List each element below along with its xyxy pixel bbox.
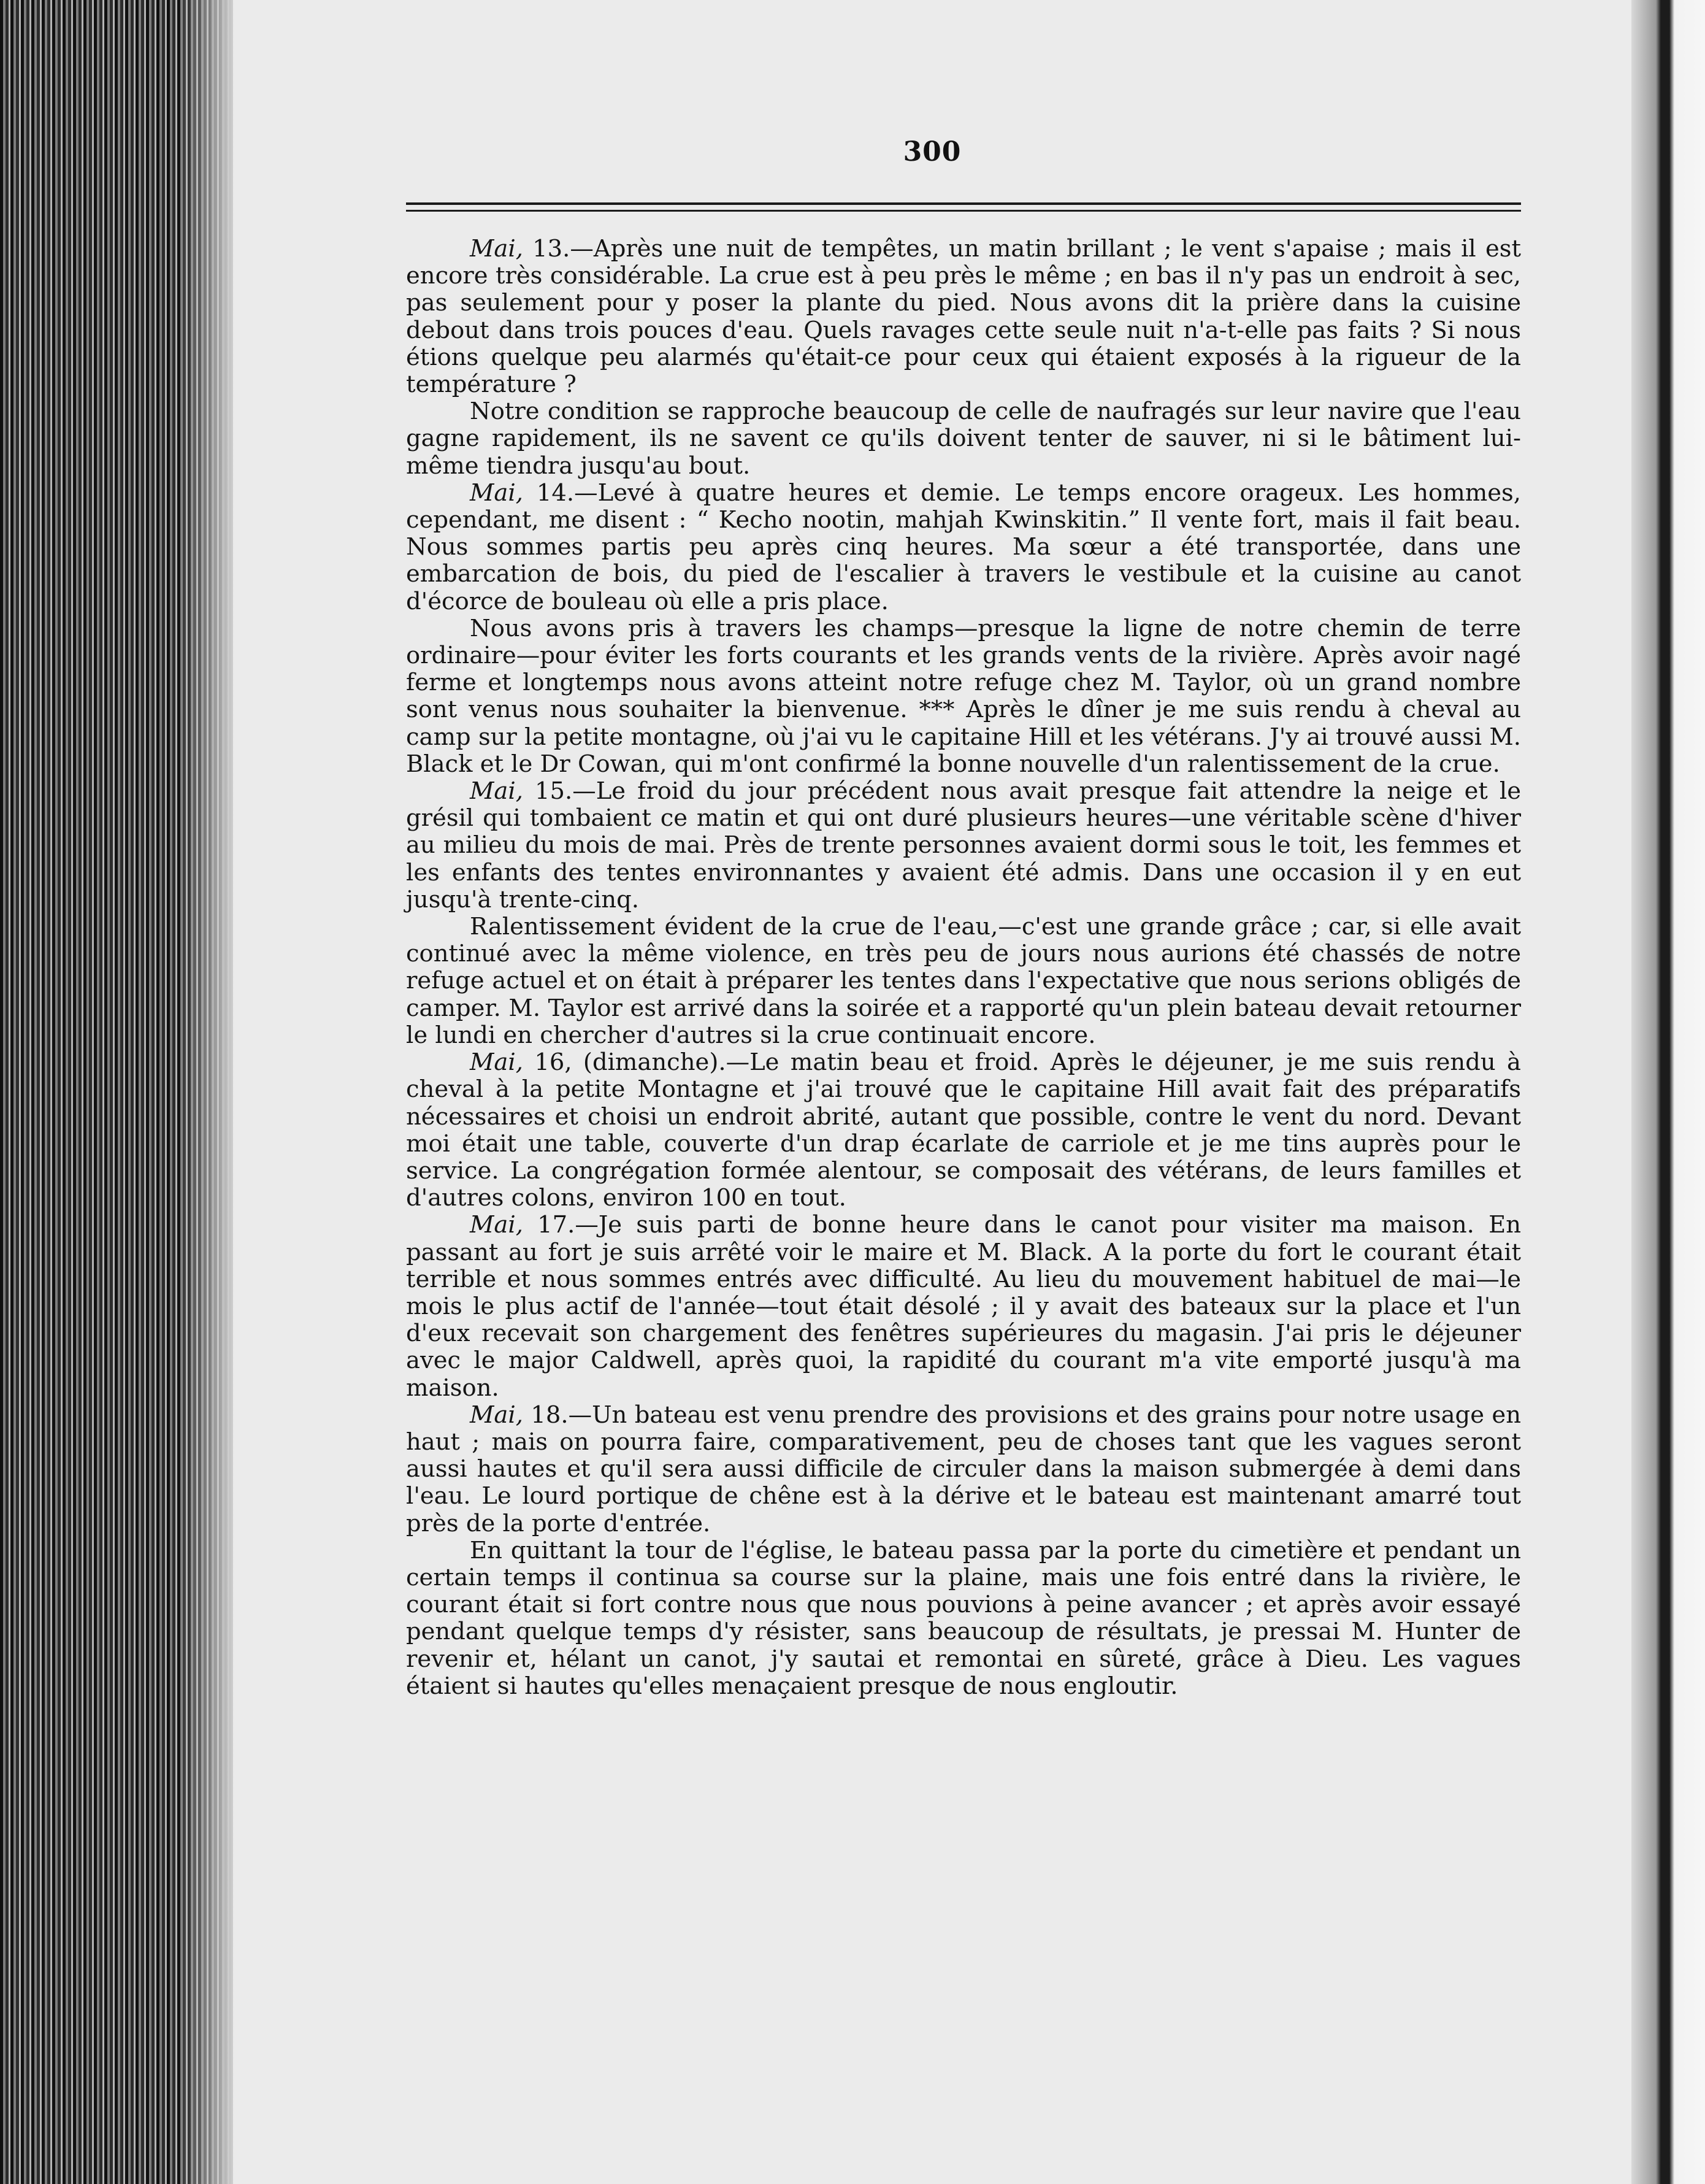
paragraph-text: Nous avons pris à travers les champs—presque la ligne de notre chemin de terre ordinaire—pour éviter les forts courants et les grands vents de la rivière. Après avoir nagé ferme et longtemps nous avons atteint notre refuge chez M. Taylor, où un grand nombre sont venus nous souhaiter la bienvenue. *** Après le dîner je me suis rendu à cheval au camp sur la petite montagne, où j'ai vu le capitaine Hill et les vétérans. J'y ai trouvé aussi M. Black et le Dr Cowan, qui m'ont confirmé la bonne nouvelle d'un ralentissement de la crue. bbox=[406, 614, 1521, 778]
paragraph-text: 15.—Le froid du jour précédent nous avait presque fait attendre la neige et le grésil qui tombaient ce matin et qui ont duré plusieurs heures—une véritable scène d'hiver au milieu du mois de mai. Près de trente personnes avaient dormi sous le toit, les femmes et les enfants des tentes environnantes y avaient été admis. Dans une occasion il y en eut jusqu'à trente-cinq. bbox=[406, 777, 1521, 913]
date-label: Mai, bbox=[470, 1401, 523, 1429]
paragraph bbox=[406, 1537, 1521, 1700]
date-label: Mai, bbox=[470, 1211, 523, 1239]
paragraph bbox=[406, 236, 1521, 398]
date-label: Mai, bbox=[470, 1048, 523, 1077]
paragraph bbox=[406, 778, 1521, 913]
header-rule bbox=[406, 210, 1521, 212]
paragraph bbox=[406, 398, 1521, 480]
paragraph bbox=[406, 913, 1521, 1049]
paragraph bbox=[406, 1402, 1521, 1537]
paragraph-text: 13.—Après une nuit de tempêtes, un matin brillant ; le vent s'apaise ; mais il est encore très considérable. La crue est à peu près le même ; en bas il n'y pas un endroit à sec, pas seulement pour y poser la plante du pied. Nous avons dit la prière dans la cuisine debout dans trois pouces d'eau. Quels ravages cette seule nuit n'a-t-elle pas faits ? Si nous étions quelque peu alarmés qu'était-ce pour ceux qui étaient exposés à la rigueur de la température ? bbox=[406, 235, 1521, 399]
paragraph-text: Ralentissement évident de la crue de l'eau,—c'est une grande grâce ; car, si elle avait continué avec la même violence, en très peu de jours nous aurions été chassés de notre refuge actuel et on était à préparer les tentes dans l'expectative que nous serions obligés de camper. M. Taylor est arrivé dans la soirée et a rapporté qu'un plein bateau devait retourner le lundi en chercher d'autres si la crue continuait encore. bbox=[406, 913, 1521, 1049]
book-page-edges bbox=[0, 0, 233, 2184]
paragraph bbox=[406, 615, 1521, 778]
paragraph-text: Notre condition se rapproche beaucoup de celle de naufragés sur leur navire que l'eau gagne rapidement, ils ne savent ce qu'ils doivent tenter de sauver, ni si le bâtiment lui-même tiendra jusqu'au bout. bbox=[406, 398, 1521, 480]
book-page bbox=[233, 0, 1631, 2184]
paragraph-text: 17.—Je suis parti de bonne heure dans le canot pour visiter ma maison. En passant au fort je suis arrêté voir le maire et M. Black. A la porte du fort le courant était terrible et nous sommes entrés avec difficulté. Au lieu du mouvement habituel de mai—le mois le plus actif de l'année—tout était désolé ; il y avait des bateaux sur la place et l'un d'eux recevait son chargement des fenêtres supérieures du magasin. J'ai pris le déjeuner avec le major Caldwell, après quoi, la rapidité du courant m'a vite emporté jusqu'à ma maison. bbox=[406, 1211, 1521, 1402]
date-label: Mai, bbox=[470, 479, 523, 507]
paragraph bbox=[406, 1212, 1521, 1401]
date-label: Mai, bbox=[470, 235, 523, 263]
paragraph bbox=[406, 1049, 1521, 1212]
paragraph-text: En quittant la tour de l'église, le bateau passa par la porte du cimetière et pendant un certain temps il continua sa course sur la plaine, mais une fois entré dans la rivière, le courant était si fort contre nous que nous pouvions à peine avancer ; et après avoir essayé pendant quelque temps d'y résister, sans beaucoup de résultats, je pressai M. Hunter de revenir et, hélant un canot, j'y sautai et remontai en sûreté, grâce à Dieu. Les vagues étaient si hautes qu'elles menaçaient presque de nous engloutir. bbox=[406, 1536, 1521, 1700]
page-number: 300 bbox=[903, 136, 962, 167]
paragraph-text: 18.—Un bateau est venu prendre des provisions et des grains pour notre usage en haut ; mais on pourra faire, comparativement, peu de choses tant que les vagues seront aussi hautes et qu'il sera aussi difficile de circuler dans la maison submergée à demi dans l'eau. Le lourd portique de chêne est à la dérive et le bateau est maintenant amarré tout près de la porte d'entrée. bbox=[406, 1401, 1521, 1537]
paragraph-text: 16, (dimanche).—Le matin beau et froid. Après le déjeuner, je me suis rendu à cheval à la petite Montagne et j'ai trouvé que le capitaine Hill avait fait des préparatifs nécessaires et choisi un endroit abrité, autant que possible, contre le vent du nord. Devant moi était une table, couverte d'un drap écarlate de carriole et je me tins auprès pour le service. La congrégation formée alentour, se composait des vétérans, de leurs familles et d'autres colons, environ 100 en tout. bbox=[406, 1048, 1521, 1212]
paragraph-text: 14.—Levé à quatre heures et demie. Le temps encore orageux. Les hommes, cependant, me disent : “ Kecho nootin, mahjah Kwinskitin.” Il vente fort, mais il fait beau. Nous sommes partis peu après cinq heures. Ma sœur a été transportée, dans une embarcation de bois, du pied de l'escalier à travers le vestibule et la cuisine au canot d'écorce de bouleau où elle a pris place. bbox=[406, 479, 1521, 615]
body-text bbox=[406, 236, 1521, 1700]
paragraph bbox=[406, 480, 1521, 615]
date-label: Mai, bbox=[470, 777, 523, 806]
book-binding-edge bbox=[1631, 0, 1705, 2184]
header-rule bbox=[406, 202, 1521, 205]
